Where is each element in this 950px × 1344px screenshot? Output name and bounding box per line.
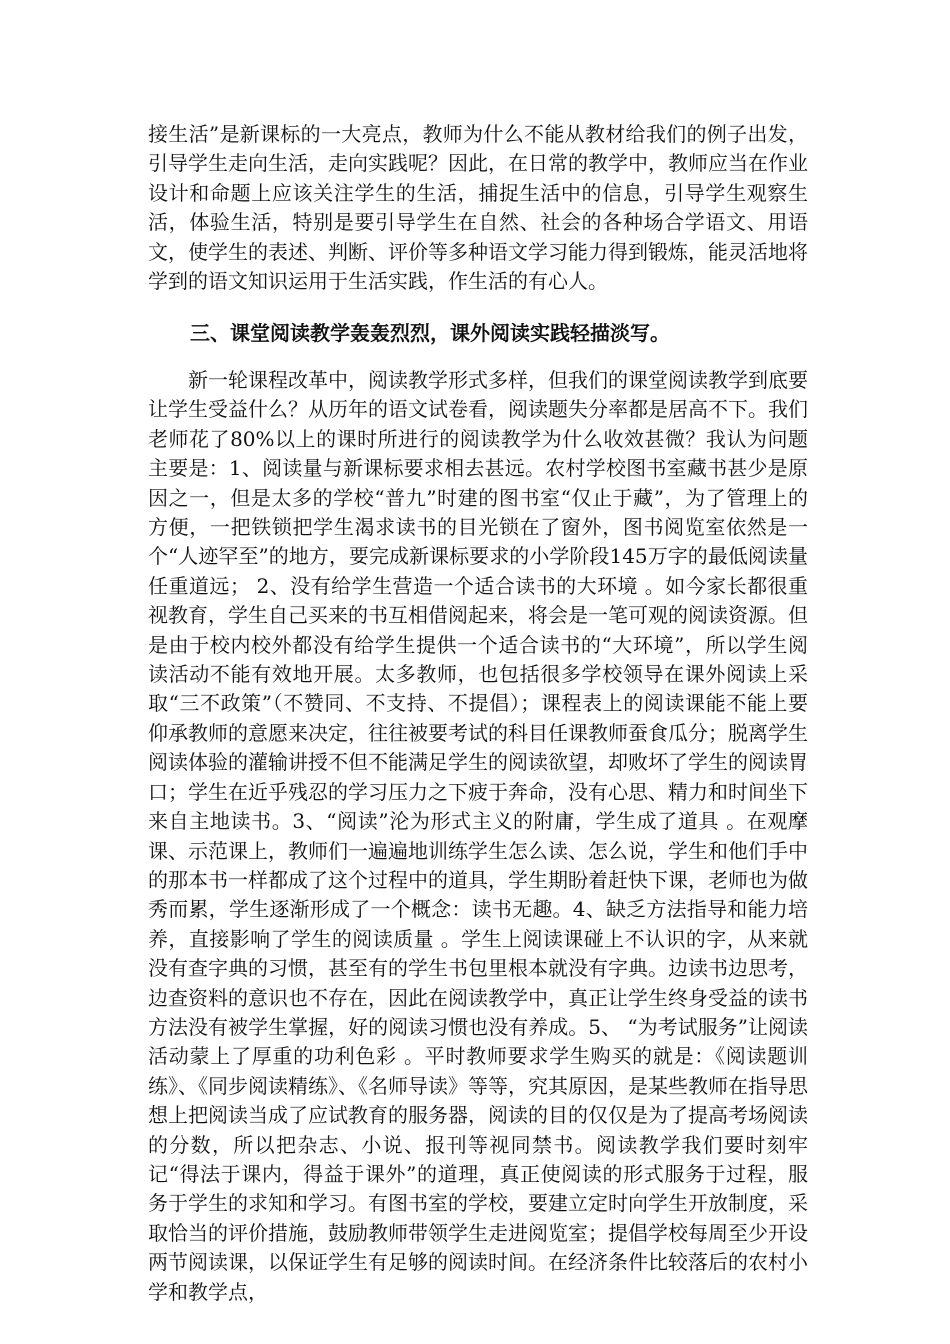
paragraph-continuation: 接生活”是新课标的一大亮点，教师为什么不能从教材给我们的例子出发，引导学生走向生活，走向实践呢？因此，在日常的教学中，教师应当在作业设计和命题上应该关注学生的生活，捕捉生活中的信息，引导学生观察生活，体验生活，特别是要引导学生在自然、社会的各种场合学语文、用语文，使学生的表述、判断、评价等多种语文学习能力得到锻炼，能灵活地将学到的语文知识运用于生活实践，作生活的有心人。 <box>148 122 808 294</box>
paragraph-main: 新一轮课程改革中，阅读教学形式多样，但我们的课堂阅读教学到底要让学生受益什么？从历年的语文试卷看，阅读题失分率都是居高不下。我们老师花了80%以上的课时所进行的阅读教学为什么收效甚微？我认为问题主要是：1、阅读量与新课标要求相去甚远。农村学校图书室藏书甚少是原因之一，但是太多的学校“普九”时建的图书室“仅止于藏”，为了管理上的方便，一把铁锁把学生渴求读书的目光锁在了窗外，图书阅览室依然是一个“人迹罕至”的地方，要完成新课标要求的小学阶段145万字的最低阅读量任重道远； 2、没有给学生营造一个适合读书的大环境 。如今家长都很重视教育，学生自己买来的书互相借阅起来，将会是一笔可观的阅读资源。但是由于校内校外都没有给学生提供一个适合读书的“大环境”，所以学生阅读活动不能有效地开展。太多教师，也包括很多学校领导在课外阅读上采取“三不政策”（不赞同、不支持、不提倡）；课程表上的阅读课能不能上要仰承教师的意愿来决定，往往被要考试的科目任课教师蚕食瓜分；脱离学生阅读体验的灌输讲授不但不能满足学生的阅读欲望，却败坏了学生的阅读胃口；学生在近乎残忍的学习压力之下疲于奔命，没有心思、精力和时间坐下来自主地读书。3、“阅读”沦为形式主义的附庸，学生成了道具 。在观摩课、示范课上，教师们一遍遍地训练学生怎么读、怎么说，学生和他们手中的那本书一样都成了这个过程中的道具，学生期盼着赶快下课，老师也为做秀而累，学生逐渐形成了一个概念：读书无趣。4、缺乏方法指导和能力培养，直接影响了学生的阅读质量 。学生上阅读课碰上不认识的字，从来就没有查字典的习惯，甚至有的学生书包里根本就没有字典。边读书边思考，边查资料的意识也不存在，因此在阅读教学中，真正让学生终身受益的读书方法没有被学生掌握，好的阅读习惯也没有养成。5、 “为考试服务”让阅读活动蒙上了厚重的功利色彩 。平时教师要求学生购买的就是：《阅读题训练》、《同步阅读精练》、《名师导读》等等，究其原因，是某些教师在指导思想上把阅读当成了应试教育的服务器，阅读的目的仅仅是为了提高考场阅读的分数，所以把杂志、小说、报刊等视同禁书。阅读教学我们要时刻牢记“得法于课内，得益于课外”的道理，真正使阅读的形式服务于过程，服务于学生的求知和学习。有图书室的学校，要建立定时向学生开放制度，采取恰当的评价措施，鼓励教师带领学生走进阅览室；提倡学校每周至少开设两节阅读课，以保证学生有足够的阅读时间。在经济条件比较落后的农村小学和教学点， <box>148 368 808 1304</box>
section-heading: 三、课堂阅读教学轰轰烈烈，课外阅读实践轻描淡写。 <box>190 321 670 345</box>
